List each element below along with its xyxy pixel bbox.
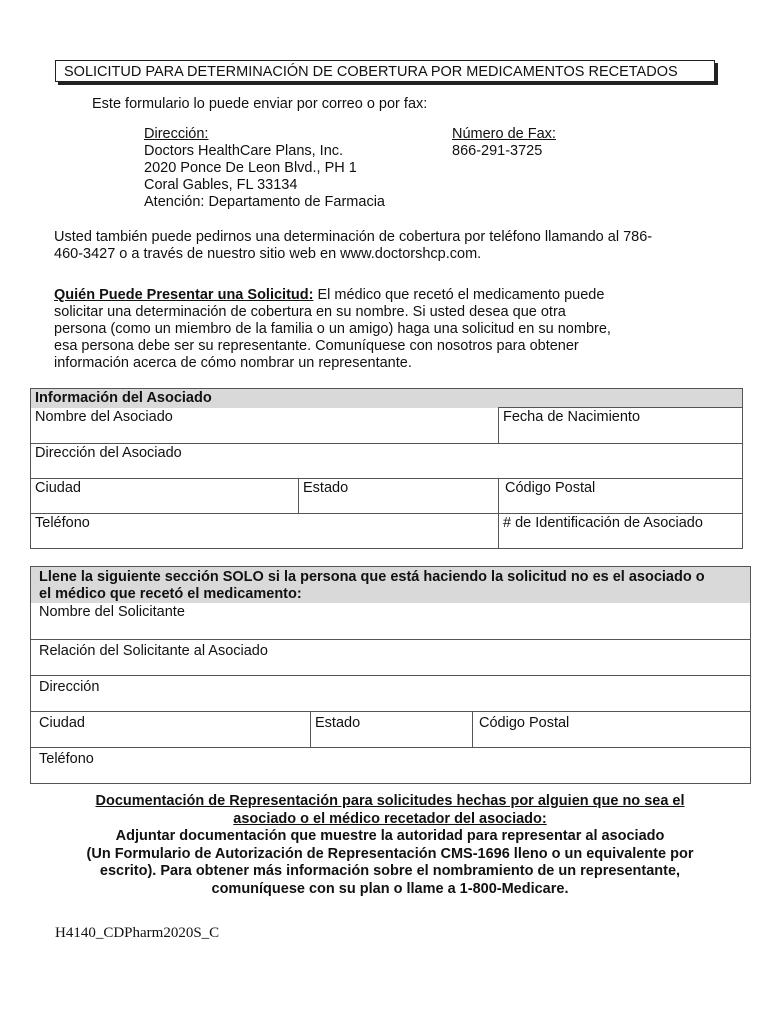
field-label: Nombre del Asociado [35, 408, 173, 425]
field-label: Código Postal [505, 480, 596, 496]
member-id-field[interactable] [499, 514, 743, 549]
fax-number: 866-291-3725 [452, 143, 543, 159]
address-label: Dirección: [144, 126, 209, 142]
requestor-name-field[interactable] [31, 603, 751, 639]
requestor-relation-field[interactable] [31, 639, 751, 675]
address-line: Coral Gables, FL 33134 [144, 177, 298, 193]
requestor-city-field[interactable] [31, 711, 311, 747]
requestor-state-field[interactable] [311, 711, 473, 747]
member-phone-field[interactable] [31, 514, 499, 549]
requestor-zip-field[interactable] [473, 711, 751, 747]
intro-text: Este formulario lo puede enviar por correo o por fax: [92, 96, 428, 112]
field-label: Teléfono [39, 750, 94, 767]
documentation-title: asociado o el médico recetador del asociado: [233, 810, 547, 827]
fax-info [452, 126, 556, 160]
field-label: Nombre del Solicitante [39, 604, 185, 620]
field-label: Ciudad [39, 714, 85, 731]
member-zip-field[interactable] [499, 479, 743, 514]
phone-web-paragraph [54, 229, 652, 263]
paragraph-line: esa persona debe ser su representante. Comuníquese con nosotros para obtener [54, 338, 579, 354]
who-first-line: El médico que recetó el medicamento puede [313, 287, 605, 303]
field-label: Estado [303, 480, 349, 496]
fax-label: Número de Fax: [452, 126, 556, 142]
member-info-header: Información del Asociado [31, 389, 743, 408]
requestor-address-field[interactable] [31, 675, 751, 711]
form-title: SOLICITUD PARA DETERMINACIÓN DE COBERTURA POR MEDICAMENTOS RECETADOS [55, 60, 715, 82]
address-line: Atención: Departamento de Farmacia [144, 194, 385, 210]
documentation-title: Documentación de Representación para solicitudes hechas por alguien que no sea el [95, 793, 685, 809]
requestor-header-line: el médico que recetó el medicamento: [39, 586, 302, 602]
member-dob-field[interactable] [499, 408, 743, 444]
paragraph-line: información acerca de cómo nombrar un representante. [54, 355, 412, 371]
field-label: # de Identificación de Asociado [503, 515, 703, 531]
address-line: Doctors HealthCare Plans, Inc. [144, 143, 344, 159]
requestor-table [30, 566, 751, 784]
documentation-line: (Un Formulario de Autorización de Representación CMS-1696 lleno o un equivalente por [86, 845, 694, 862]
field-label: Dirección [39, 678, 100, 695]
member-info-table [30, 388, 743, 549]
who-can-request-paragraph [54, 287, 611, 372]
paragraph-line: 460-3427 o a través de nuestro sitio web en www.doctorshcp.com. [54, 246, 482, 262]
member-state-field[interactable] [299, 479, 499, 514]
address-line: 2020 Ponce De Leon Blvd., PH 1 [144, 160, 357, 176]
documentation-line: escrito). Para obtener más información sobre el nombramiento de un representante, [99, 863, 681, 879]
field-label: Ciudad [35, 480, 81, 496]
form-code: H4140_CDPharm2020S_C [55, 925, 220, 941]
field-label: Código Postal [479, 714, 570, 731]
documentation-line: Adjuntar documentación que muestre la autoridad para representar al asociado [115, 828, 665, 844]
field-label: Teléfono [35, 515, 90, 531]
member-city-field[interactable] [31, 479, 299, 514]
documentation-line: comuníquese con su plan o llame a 1-800-Medicare. [211, 880, 569, 897]
field-label: Fecha de Nacimiento [503, 409, 641, 425]
paragraph-line: Usted también puede pedirnos una determinación de cobertura por teléfono llamando al 786- [54, 229, 653, 245]
member-address-field[interactable] [31, 444, 743, 479]
field-label: Estado [315, 714, 361, 731]
representation-documentation [30, 793, 750, 898]
who-heading: Quién Puede Presentar una Solicitud: [54, 287, 314, 303]
field-label: Dirección del Asociado [35, 445, 182, 461]
paragraph-line: persona (como un miembro de la familia o un amigo) haga una solicitud en su nombre, [54, 321, 611, 337]
paragraph-line [54, 287, 611, 304]
field-label: Relación del Solicitante al Asociado [39, 642, 268, 659]
paragraph-line: solicitar una determinación de cobertura en su nombre. Si usted desea que otra [54, 304, 566, 320]
requestor-header [31, 567, 751, 604]
mailing-address [144, 126, 385, 211]
requestor-header-line: Llene la siguiente sección SOLO si la persona que está haciendo la solicitud no es el asociado o [39, 569, 705, 585]
member-name-field[interactable] [31, 408, 499, 444]
requestor-phone-field[interactable] [31, 747, 751, 783]
